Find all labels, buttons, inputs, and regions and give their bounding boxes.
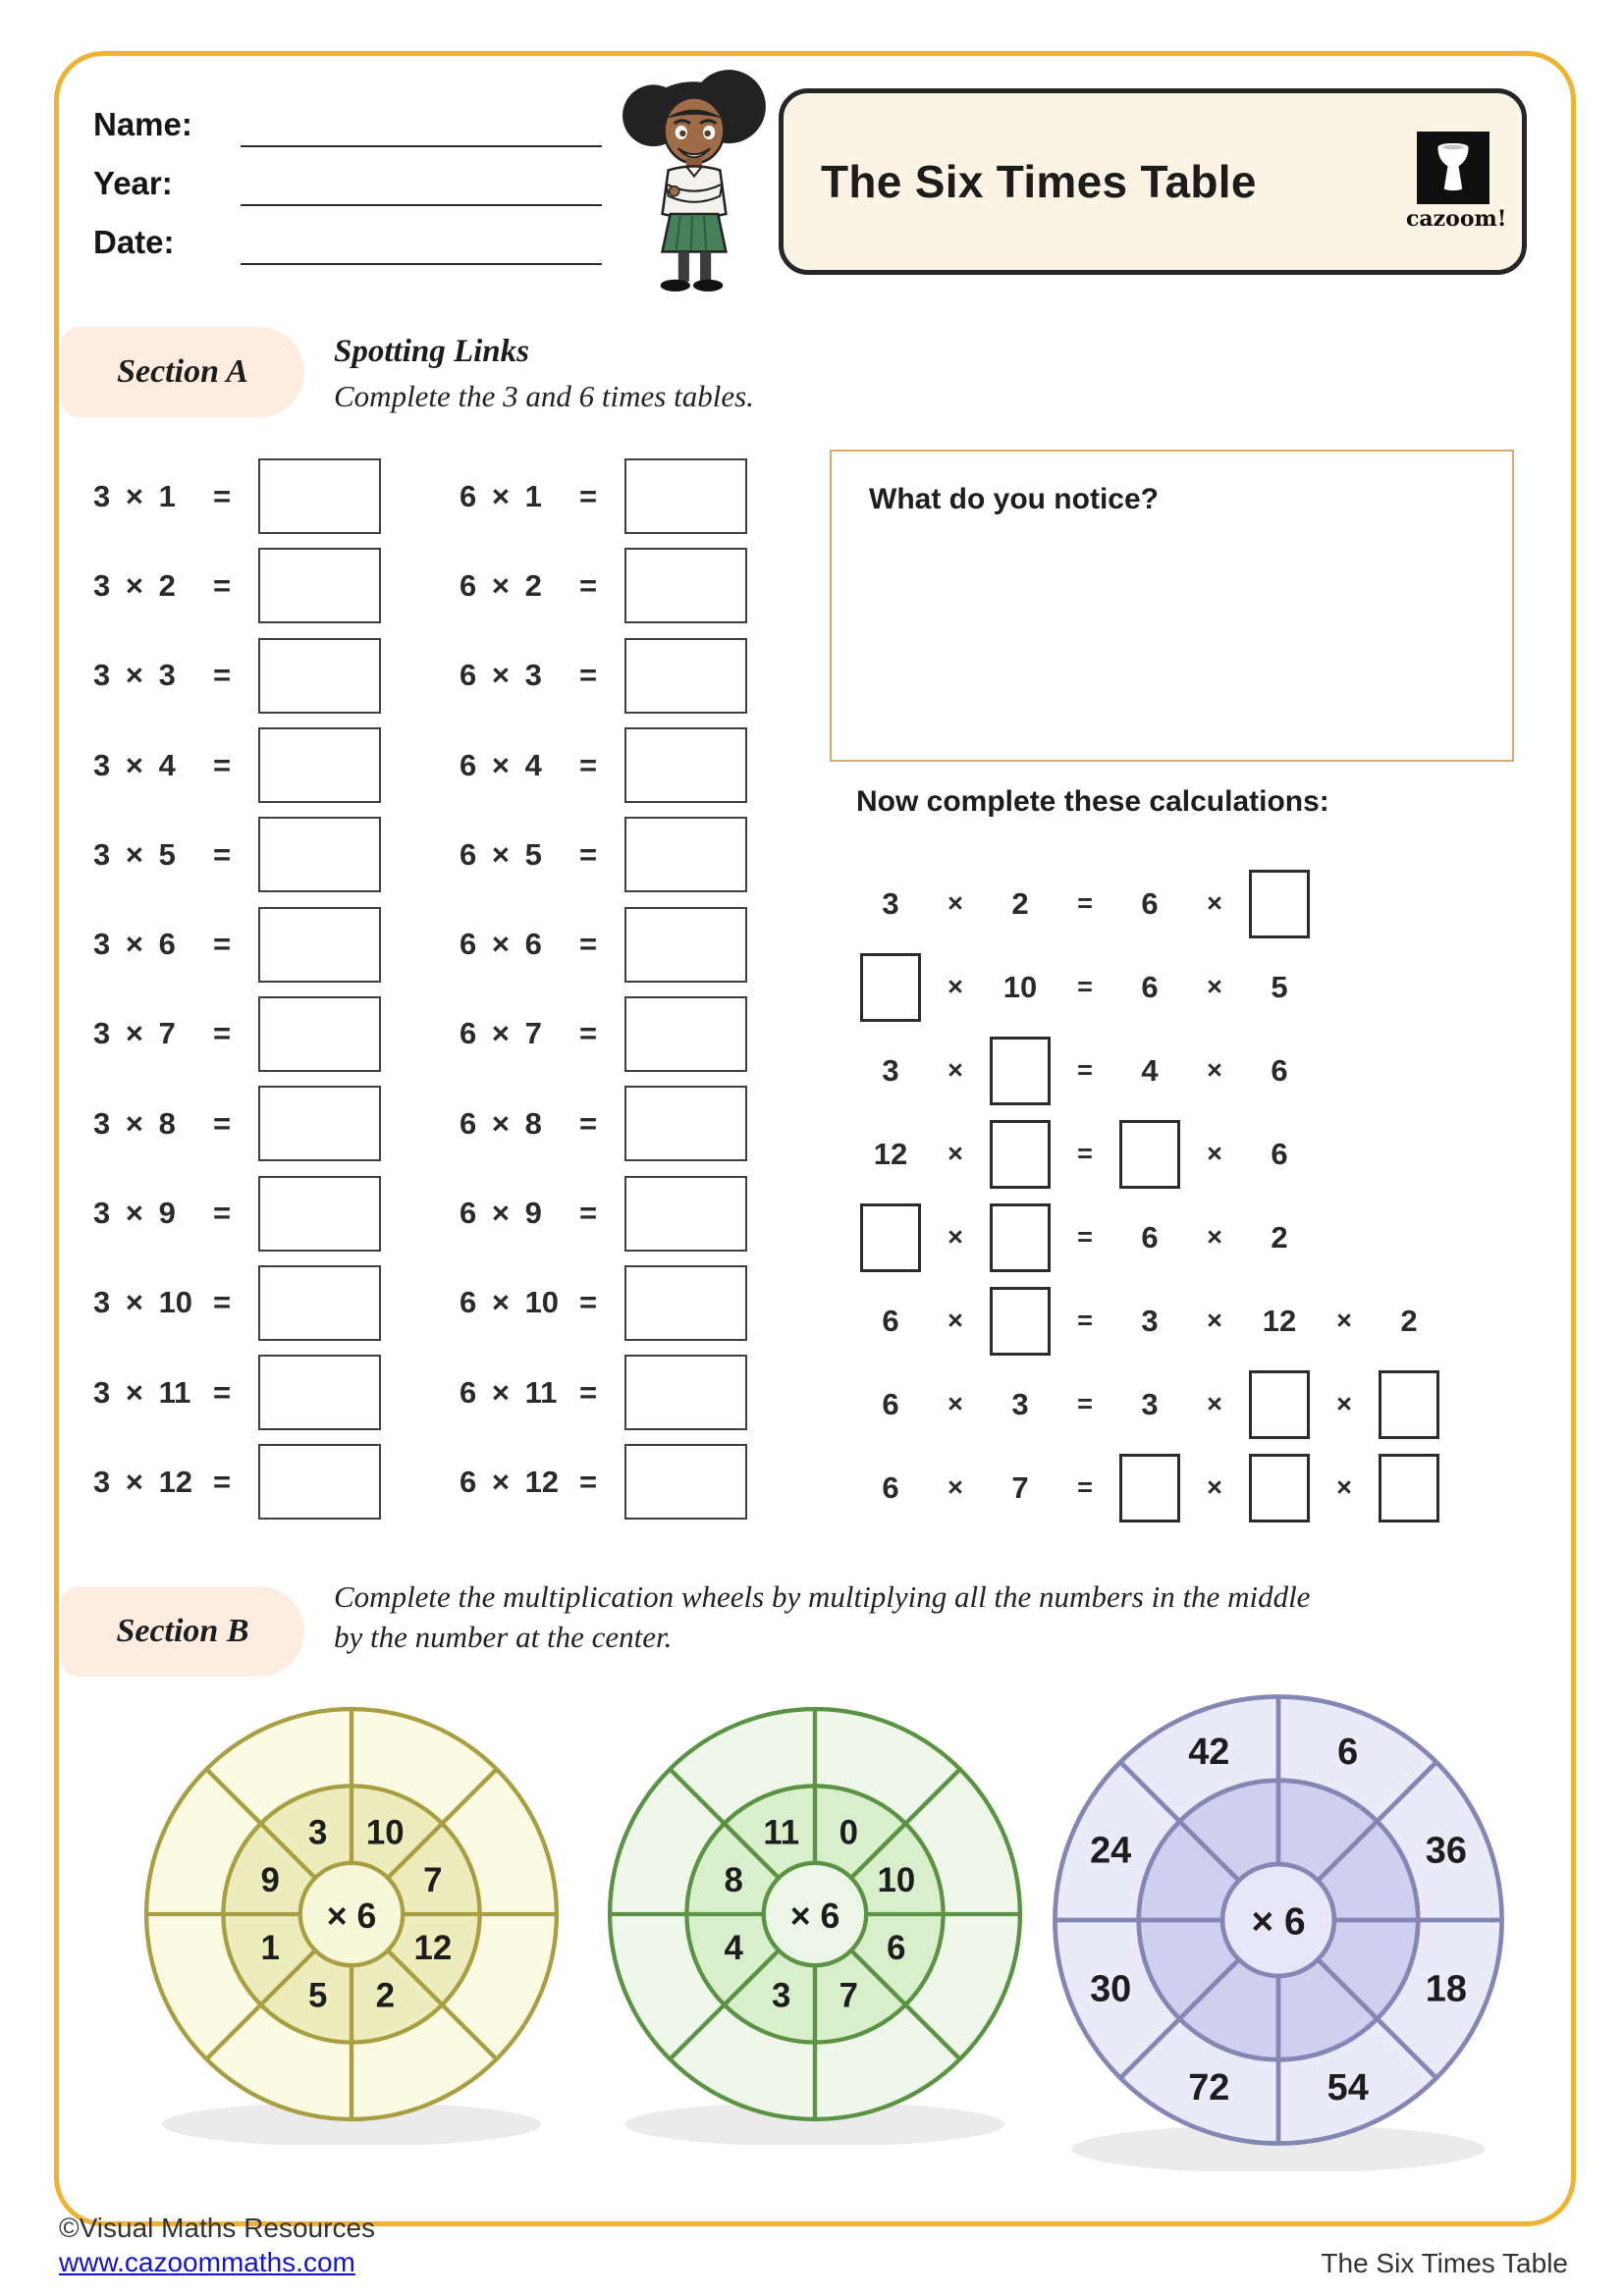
answer-box[interactable] [624,1176,747,1252]
calc-number: 6 [1141,885,1159,921]
answer-box[interactable] [258,1086,381,1161]
calc-cell [1247,1279,1312,1362]
equals-sign: = [579,836,598,872]
answer-box[interactable] [1249,1370,1310,1439]
equals-sign: = [579,658,598,693]
times-table-row [93,721,381,810]
calc-number: 6 [882,1303,899,1338]
section-a-heading: Spotting Links [334,334,529,369]
calc-cell [1247,1196,1312,1279]
times-table-row [460,899,747,988]
calc-cell [1053,1279,1117,1362]
calc-cell [1182,1029,1247,1112]
multiplication-wheel-2[interactable] [584,1683,1046,2145]
calculation-row [858,862,1457,945]
calc-number: 6 [882,1386,899,1421]
calc-cell [988,1446,1053,1529]
equals-sign: = [213,927,232,962]
answer-box[interactable] [624,817,747,892]
calc-cell [988,1112,1053,1196]
answer-box[interactable] [860,1203,921,1272]
cazoom-logo [1406,132,1507,232]
calc-cell [1182,945,1247,1029]
equals-sign: = [213,478,232,513]
answer-box[interactable] [258,548,381,623]
name-write-line[interactable] [241,145,602,147]
equals-sign: = [579,927,598,962]
page-title: The Six Times Table [821,156,1257,207]
calculation-row [858,1029,1457,1112]
wheel-number: 10 [877,1861,916,1900]
year-label: Year: [93,165,173,201]
calc-cell [1053,945,1117,1029]
answer-box[interactable] [624,1265,747,1341]
calc-cell [988,1029,1053,1112]
calc-number: 2 [1400,1303,1418,1338]
times-table-expression: 6 × 10 [460,1285,560,1320]
times-table-row [93,810,381,899]
times-table-row [460,1079,747,1168]
calculation-row [858,945,1457,1029]
calc-cell [1053,1029,1117,1112]
multiplication-wheel-1[interactable] [121,1683,582,2145]
calc-cell [858,1279,923,1362]
wheel-number: 72 [1188,2066,1230,2109]
calc-cell [858,945,923,1029]
answer-box[interactable] [624,458,747,534]
section-b-instruction: Complete the multiplication wheels by multiplying all the numbers in the middle by the number at the center. [334,1579,1311,1654]
calc-cell [1182,1112,1247,1196]
times-table-expression: 6 × 9 [460,1196,542,1231]
calc-cell [858,1446,923,1529]
answer-box[interactable] [258,1355,381,1430]
times-sign: × [947,1139,963,1168]
wheel-number: 6 [887,1928,906,1967]
times-table-column-6 [460,452,747,1527]
answer-box[interactable] [624,638,747,714]
calc-number: 7 [1011,1469,1029,1505]
answer-box[interactable] [1119,1454,1180,1522]
times-table-expression: 3 × 7 [93,1016,176,1051]
wheel-number: 7 [839,1976,858,2015]
equals-sign: = [1077,1139,1093,1168]
calc-cell [1117,862,1182,945]
times-table-row [460,1168,747,1257]
name-field-row [93,106,623,165]
times-table-expression: 3 × 9 [93,1196,176,1231]
times-table-expression: 6 × 4 [460,747,542,782]
calc-cell [1377,1362,1441,1446]
times-sign: × [947,1389,963,1418]
cazoommaths-link[interactable]: www.cazoommaths.com [59,2247,355,2277]
times-table-row [460,1437,747,1526]
answer-box[interactable] [624,548,747,623]
times-sign: × [947,1222,963,1252]
calc-cell [858,1362,923,1446]
calc-cell [1247,862,1312,945]
skirt [663,214,727,251]
times-table-expression: 3 × 1 [93,478,176,513]
calculations-heading: Now complete these calculations: [856,785,1329,818]
wheel-number: 0 [839,1813,858,1852]
equals-sign: = [1077,1306,1093,1335]
equals-sign: = [579,747,598,782]
times-sign: × [1207,1306,1222,1335]
answer-box[interactable] [258,638,381,714]
answer-box[interactable] [990,1120,1051,1189]
times-table-row [460,452,747,541]
section-b-badge: Section B [61,1586,304,1677]
calc-cell [923,1446,988,1529]
calc-cell [1117,945,1182,1029]
calc-cell [1117,1279,1182,1362]
calc-number: 12 [873,1136,908,1171]
calc-cell [988,862,1053,945]
calc-cell [988,1362,1053,1446]
equals-sign: = [579,1105,598,1141]
times-sign: × [947,1055,963,1085]
times-table-expression: 6 × 6 [460,927,542,962]
year-write-line[interactable] [241,204,602,206]
answer-box[interactable] [258,817,381,892]
times-table-row [93,452,381,541]
calc-cell [1312,1279,1377,1362]
wheel-number: 54 [1326,2066,1369,2109]
calc-cell [1312,1362,1377,1446]
answer-box[interactable] [258,458,381,534]
times-sign: × [947,1306,963,1335]
answer-box[interactable] [624,996,747,1072]
date-label: Date: [93,224,175,260]
times-sign: × [1207,1389,1222,1418]
calc-cell [1247,1112,1312,1196]
equals-sign: = [1077,1389,1093,1418]
times-table-row [93,1437,381,1526]
schoolgirl-illustration [617,61,776,294]
calc-number: 2 [1011,885,1029,921]
times-table-expression: 3 × 6 [93,927,176,962]
times-sign: × [947,972,963,1001]
times-table-row [93,541,381,630]
calc-cell [1182,862,1247,945]
calc-cell [923,1362,988,1446]
calc-cell [1247,945,1312,1029]
equals-sign: = [579,1285,598,1320]
djembe-drum-icon [1424,136,1483,199]
footer-title: The Six Times Table [1321,2248,1568,2278]
name-label: Name: [93,106,192,142]
times-sign: × [1336,1389,1352,1418]
times-table-row [460,541,747,630]
calc-cell [1053,1362,1117,1446]
calc-cell [1117,1446,1182,1529]
wheel-center-label: × 6 [326,1896,377,1936]
wheel-number: 6 [1337,1732,1359,1774]
equals-sign: = [579,1196,598,1231]
calc-cell [1182,1362,1247,1446]
equals-sign: = [1077,972,1093,1001]
times-sign: × [1207,1222,1222,1252]
equals-sign: = [579,1464,598,1499]
calc-number: 3 [1011,1386,1029,1421]
calc-cell [923,1029,988,1112]
answer-box[interactable] [624,1444,747,1520]
times-sign: × [1207,1055,1222,1085]
equals-sign: = [1077,888,1093,918]
wheel-number: 42 [1188,1732,1230,1774]
date-field-row [93,224,623,283]
calc-cell [858,1112,923,1196]
multiplication-wheel-3[interactable] [1027,1669,1530,2171]
wheel-number: 36 [1425,1830,1467,1872]
times-table-expression: 3 × 5 [93,836,176,872]
times-sign: × [1207,1472,1222,1502]
notice-box[interactable] [830,450,1514,762]
equals-sign: = [213,836,232,872]
calc-number: 6 [1141,969,1159,1004]
student-fields [93,106,623,283]
wheel-number: 30 [1090,1968,1132,2010]
calc-cell [858,1029,923,1112]
answer-box[interactable] [258,1176,381,1252]
calc-number: 6 [882,1469,899,1505]
times-table-expression: 6 × 11 [460,1374,558,1410]
wheel-number: 10 [365,1813,405,1852]
times-table-row [460,631,747,721]
equals-sign: = [213,1374,232,1410]
calc-cell [988,945,1053,1029]
logo-wordmark: cazoom! [1406,206,1507,232]
calc-number: 12 [1262,1303,1297,1338]
times-table-expression: 3 × 10 [93,1285,193,1320]
wheel-number: 2 [375,1976,395,2015]
times-table-row [460,989,747,1079]
calc-cell [858,862,923,945]
equals-sign: = [579,1374,598,1410]
cazoom-logo-icon [1417,132,1489,204]
equals-sign: = [1077,1055,1093,1085]
wheel-center-label: × 6 [789,1896,840,1936]
year-field-row [93,165,623,224]
section-a-instruction: Complete the 3 and 6 times tables. [334,379,754,413]
equals-sign: = [213,1285,232,1320]
times-table-row [93,1168,381,1257]
answer-box[interactable] [624,1355,747,1430]
calc-cell [1053,862,1117,945]
times-sign: × [1207,972,1222,1001]
times-table-expression: 6 × 5 [460,836,542,872]
notice-box-label: What do you notice? [869,483,1159,515]
wheel-number: 3 [772,1976,791,2015]
wheel-number: 9 [260,1861,280,1900]
calc-cell [1117,1362,1182,1446]
equals-sign: = [579,1016,598,1051]
equals-sign: = [579,478,598,513]
calc-cell [923,1279,988,1362]
calc-number: 3 [882,885,899,921]
equals-sign: = [213,1016,232,1051]
equals-sign: = [579,567,598,603]
times-table-row [93,989,381,1079]
times-sign: × [1207,888,1222,918]
calc-number: 3 [882,1052,899,1088]
times-table-row [93,1348,381,1437]
calc-cell [1117,1196,1182,1279]
calc-cell [1182,1196,1247,1279]
calc-cell [1247,1362,1312,1446]
calc-cell [1053,1446,1117,1529]
answer-box[interactable] [258,907,381,983]
answer-box[interactable] [258,1265,381,1341]
calc-number: 5 [1271,969,1288,1004]
calc-cell [923,1196,988,1279]
calc-number: 4 [1141,1052,1159,1088]
wheel-number: 5 [308,1976,328,2015]
equals-sign: = [1077,1222,1093,1252]
times-table-expression: 6 × 2 [460,567,542,603]
calc-cell [858,1196,923,1279]
calc-cell [1377,1279,1441,1362]
calc-cell [1377,1446,1441,1529]
wheel-number: 11 [763,1813,800,1852]
answer-box[interactable] [1379,1454,1439,1522]
answer-box[interactable] [258,996,381,1072]
answer-box[interactable] [258,727,381,803]
equals-sign: = [213,658,232,693]
calc-cell [1247,1029,1312,1112]
calc-cell [1182,1279,1247,1362]
times-table-expression: 3 × 11 [93,1374,191,1410]
calc-cell [988,1279,1053,1362]
wheel-number: 24 [1090,1830,1132,1872]
answer-box[interactable] [860,953,921,1022]
times-table-row [93,1258,381,1348]
times-table-expression: 3 × 3 [93,658,176,693]
calc-cell [1247,1446,1312,1529]
answer-box[interactable] [1249,870,1310,938]
times-table-expression: 6 × 3 [460,658,542,693]
times-table-expression: 6 × 7 [460,1016,542,1051]
times-sign: × [947,888,963,918]
times-table-expression: 3 × 8 [93,1105,176,1141]
answer-box[interactable] [1249,1454,1310,1522]
times-sign: × [1207,1139,1222,1168]
equals-sign: = [213,1464,232,1499]
answer-box[interactable] [1119,1120,1180,1189]
wheel-number: 18 [1425,1968,1467,2010]
times-sign: × [1336,1472,1352,1502]
times-table-row [93,1079,381,1168]
times-table-expression: 6 × 1 [460,478,542,513]
calculation-row [858,1112,1457,1196]
calc-cell [923,1112,988,1196]
answer-box[interactable] [1379,1370,1439,1439]
times-sign: × [1336,1306,1352,1335]
calculation-row [858,1279,1457,1362]
answer-box[interactable] [990,1287,1051,1356]
section-a-badge: Section A [61,327,304,417]
calculation-row [858,1196,1457,1279]
worksheet-title-box [779,88,1527,275]
equals-sign: = [1077,1472,1093,1502]
calculation-row [858,1362,1457,1446]
answer-box[interactable] [990,1203,1051,1272]
calc-rows [858,862,1457,1529]
calc-cell [1053,1112,1117,1196]
times-table-row [460,1348,747,1437]
equals-sign: = [213,567,232,603]
calc-cell [1182,1446,1247,1529]
wheel-number: 4 [724,1928,743,1967]
calc-number: 6 [1271,1052,1288,1088]
times-table-column-3 [93,452,381,1527]
times-table-expression: 6 × 8 [460,1105,542,1141]
equals-sign: = [213,1105,232,1141]
wheel-number: 7 [423,1861,443,1900]
times-table-row [93,631,381,721]
times-table-row [460,1258,747,1348]
answer-box[interactable] [258,1444,381,1520]
times-table-expression: 3 × 12 [93,1464,193,1499]
calc-cell [1312,1446,1377,1529]
calc-cell [923,945,988,1029]
calc-number: 6 [1271,1136,1288,1171]
calc-number: 2 [1271,1219,1288,1255]
times-table-expression: 3 × 4 [93,747,176,782]
calc-cell [1053,1196,1117,1279]
copyright-text: ©Visual Maths Resources [59,2213,376,2243]
calc-number: 10 [1002,969,1038,1004]
answer-box[interactable] [624,1086,747,1161]
times-table-expression: 3 × 2 [93,567,176,603]
calc-cell [1117,1112,1182,1196]
answer-box[interactable] [624,727,747,803]
calc-number: 6 [1141,1219,1159,1255]
times-table-row [460,810,747,899]
wheel-number: 12 [413,1928,453,1967]
equals-sign: = [213,1196,232,1231]
wheel-number: 8 [724,1861,743,1900]
calc-cell [1117,1029,1182,1112]
calculation-row [858,1446,1457,1529]
calc-cell [923,862,988,945]
date-write-line[interactable] [241,263,602,265]
wheel-center-label: × 6 [1251,1900,1306,1944]
wheel-number: 1 [260,1928,280,1967]
calc-cell [988,1196,1053,1279]
times-sign: × [947,1472,963,1502]
calc-number: 3 [1141,1303,1159,1338]
times-table-expression: 6 × 12 [460,1464,560,1499]
wheel-number: 3 [308,1813,328,1852]
equals-sign: = [213,747,232,782]
answer-box[interactable] [624,907,747,983]
times-table-row [93,899,381,988]
times-table-row [460,721,747,810]
calc-number: 3 [1141,1386,1159,1421]
answer-box[interactable] [990,1037,1051,1105]
